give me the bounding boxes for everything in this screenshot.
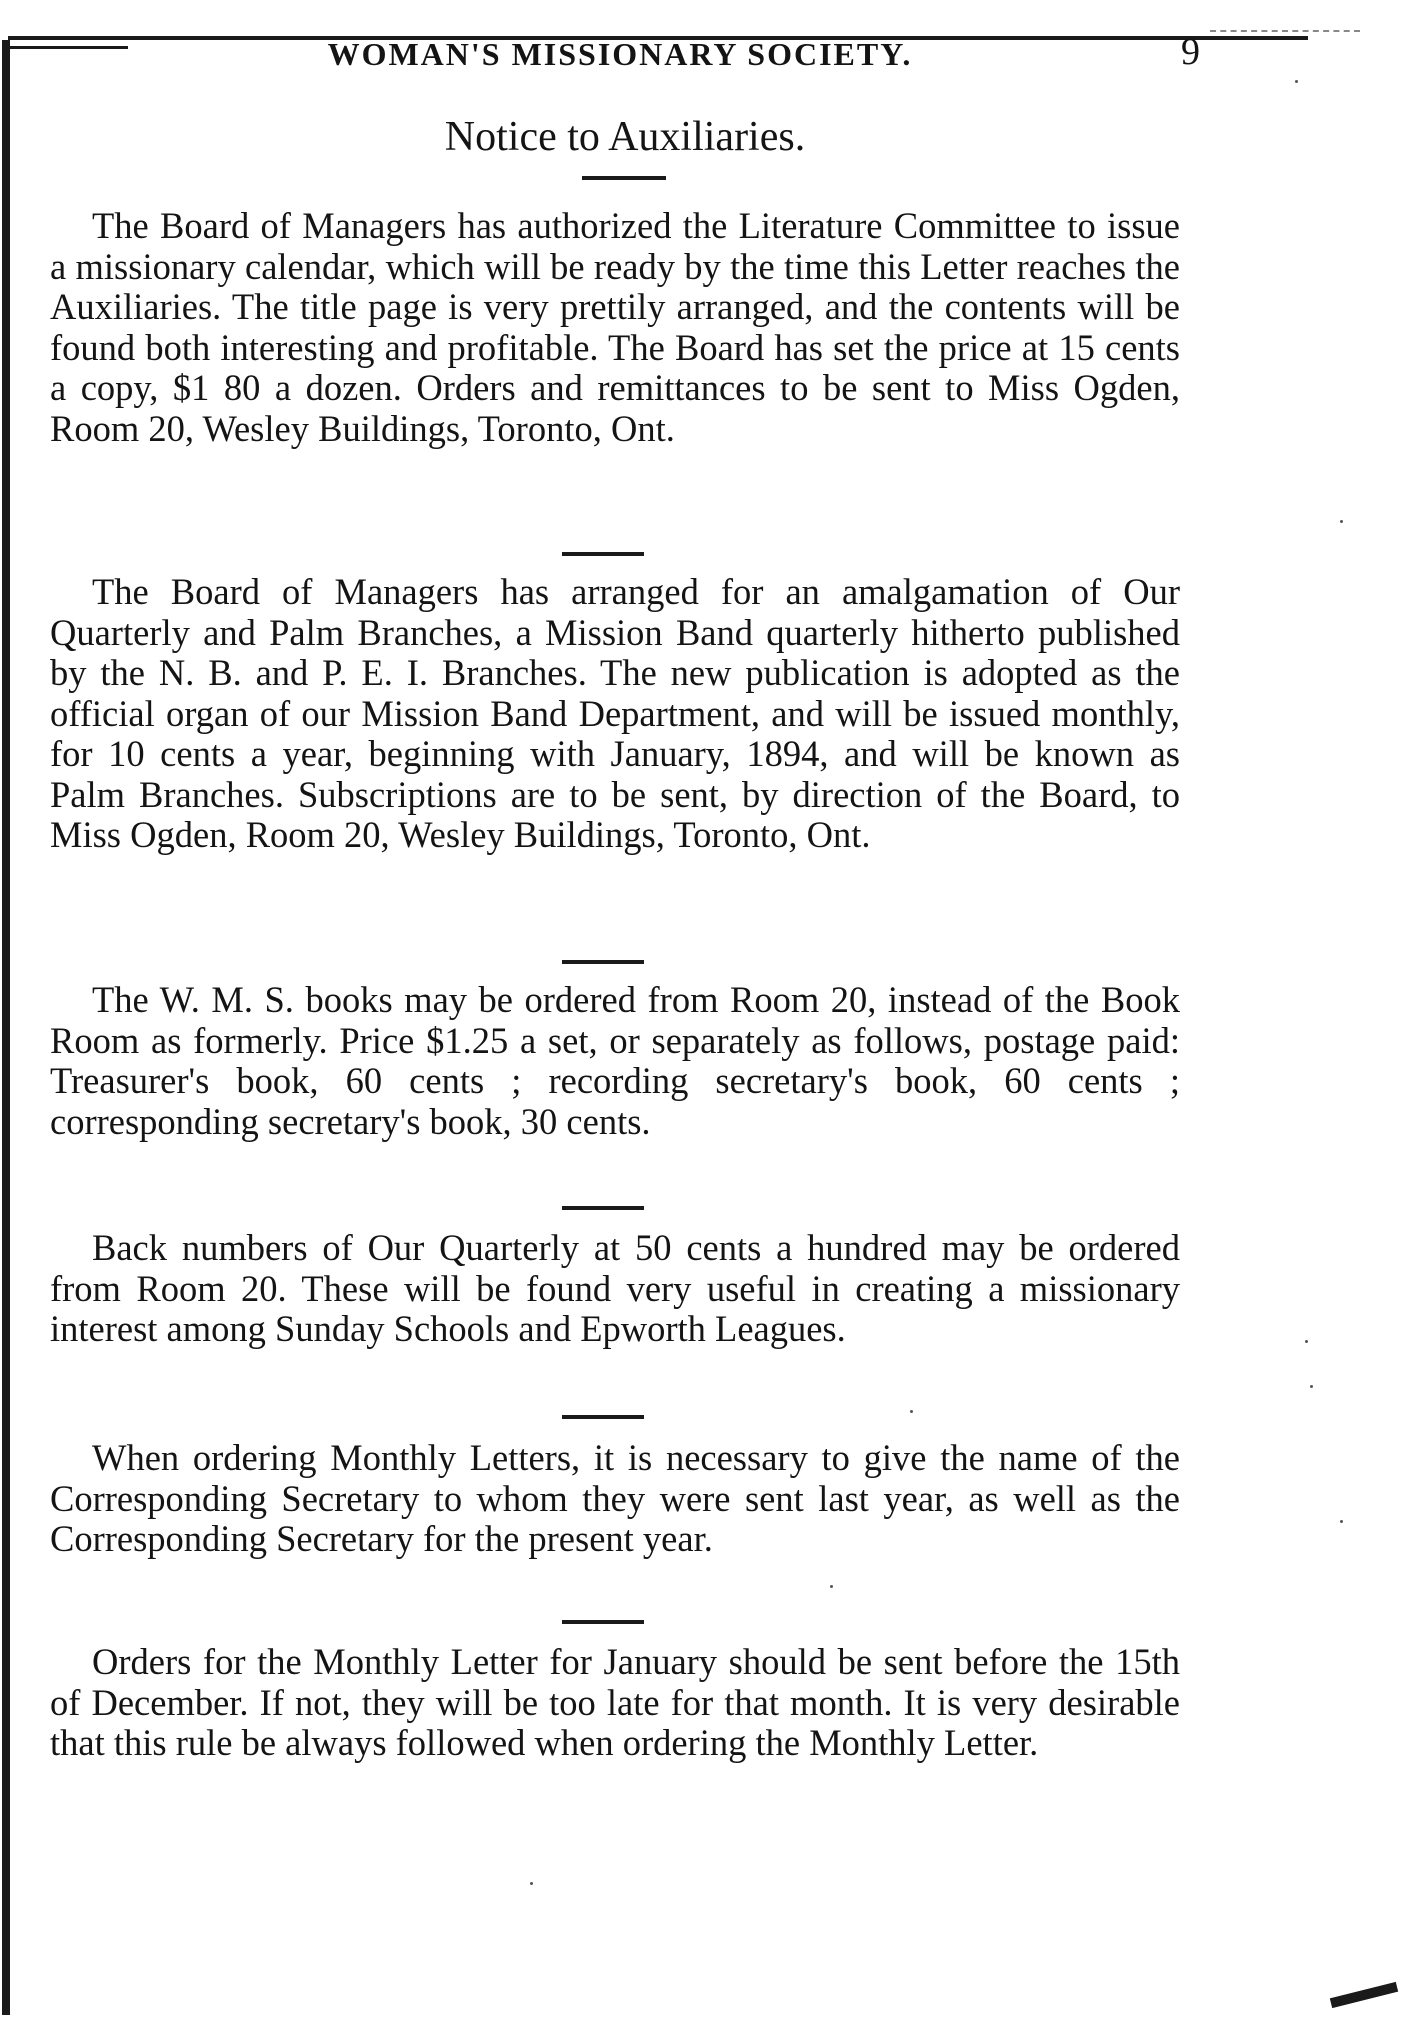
print-speck [1305, 1340, 1308, 1343]
print-speck [910, 1410, 913, 1413]
print-speck [1340, 520, 1343, 523]
running-title: WOMAN'S MISSIONARY SOCIETY. [327, 36, 913, 72]
paragraph-back-numbers: Back numbers of Our Quarterly at 50 cents a hundred may be ordered from Room 20. These will be found very useful in creating a missionary interest among Sunday Schools and Epworth Leagues. [50, 1227, 1180, 1349]
notice-title: Notice to Auxiliaries. [444, 114, 806, 160]
corner-ink-mark [1330, 1982, 1398, 2008]
print-speck [1310, 1385, 1313, 1388]
section-separator [562, 960, 644, 964]
section-separator [562, 1206, 644, 1210]
paragraph-monthly-letters: When ordering Monthly Letters, it is necessary to give the name of the Corresponding Secretary to whom they were sent last year, as well as the Corresponding Secretary for the present year. [50, 1437, 1180, 1559]
page-number: 9 [1181, 31, 1200, 73]
top-right-dashed-rule [1210, 30, 1360, 32]
paragraph-january-orders: Orders for the Monthly Letter for January should be sent before the 15th of December. If not, they will be too late for that month. It is very desirable that this rule be always followed when ordering the Monthly Letter. [50, 1641, 1180, 1763]
print-speck [530, 1882, 533, 1885]
print-speck [1295, 80, 1298, 83]
paragraph-calendar: The Board of Managers has authorized the Literature Committee to issue a missionary calendar, which will be ready by the time this Letter reaches the Auxiliaries. The title page is very prettily arranged, and the contents will be found both interesting and profitable. The Board has set the price at 15 cents a copy, $1 80 a dozen. Orders and remittances to be sent to Miss Ogden, Room 20, Wesley Buildings, Toronto, Ont. [50, 205, 1180, 449]
title-rule [582, 176, 666, 180]
print-speck [830, 1585, 833, 1588]
print-speck [1340, 1520, 1343, 1523]
top-border-rule-secondary [8, 46, 128, 49]
left-border-rule [2, 40, 10, 2015]
section-separator [562, 1415, 644, 1419]
paragraph-wms-books: The W. M. S. books may be ordered from Room 20, instead of the Book Room as formerly. Price $1.25 a set, or separately as follows, postage paid: Treasurer's book, 60 cents ; recording secretary's book, 60 cents ; corresponding secretary's book, 30 cents. [50, 979, 1180, 1142]
paragraph-palm-branches: The Board of Managers has arranged for an amalgamation of Our Quarterly and Palm Branches, a Mission Band quarterly hitherto published by the N. B. and P. E. I. Branches. The new publication is adopted as the official organ of our Mission Band Department, and will be issued monthly, for 10 cents a year, beginning with January, 1894, and will be known as Palm Branches. Subscriptions are to be sent, by direction of the Board, to Miss Ogden, Room 20, Wesley Buildings, Toronto, Ont. [50, 571, 1180, 855]
section-separator [562, 552, 644, 556]
section-separator [562, 1620, 644, 1624]
